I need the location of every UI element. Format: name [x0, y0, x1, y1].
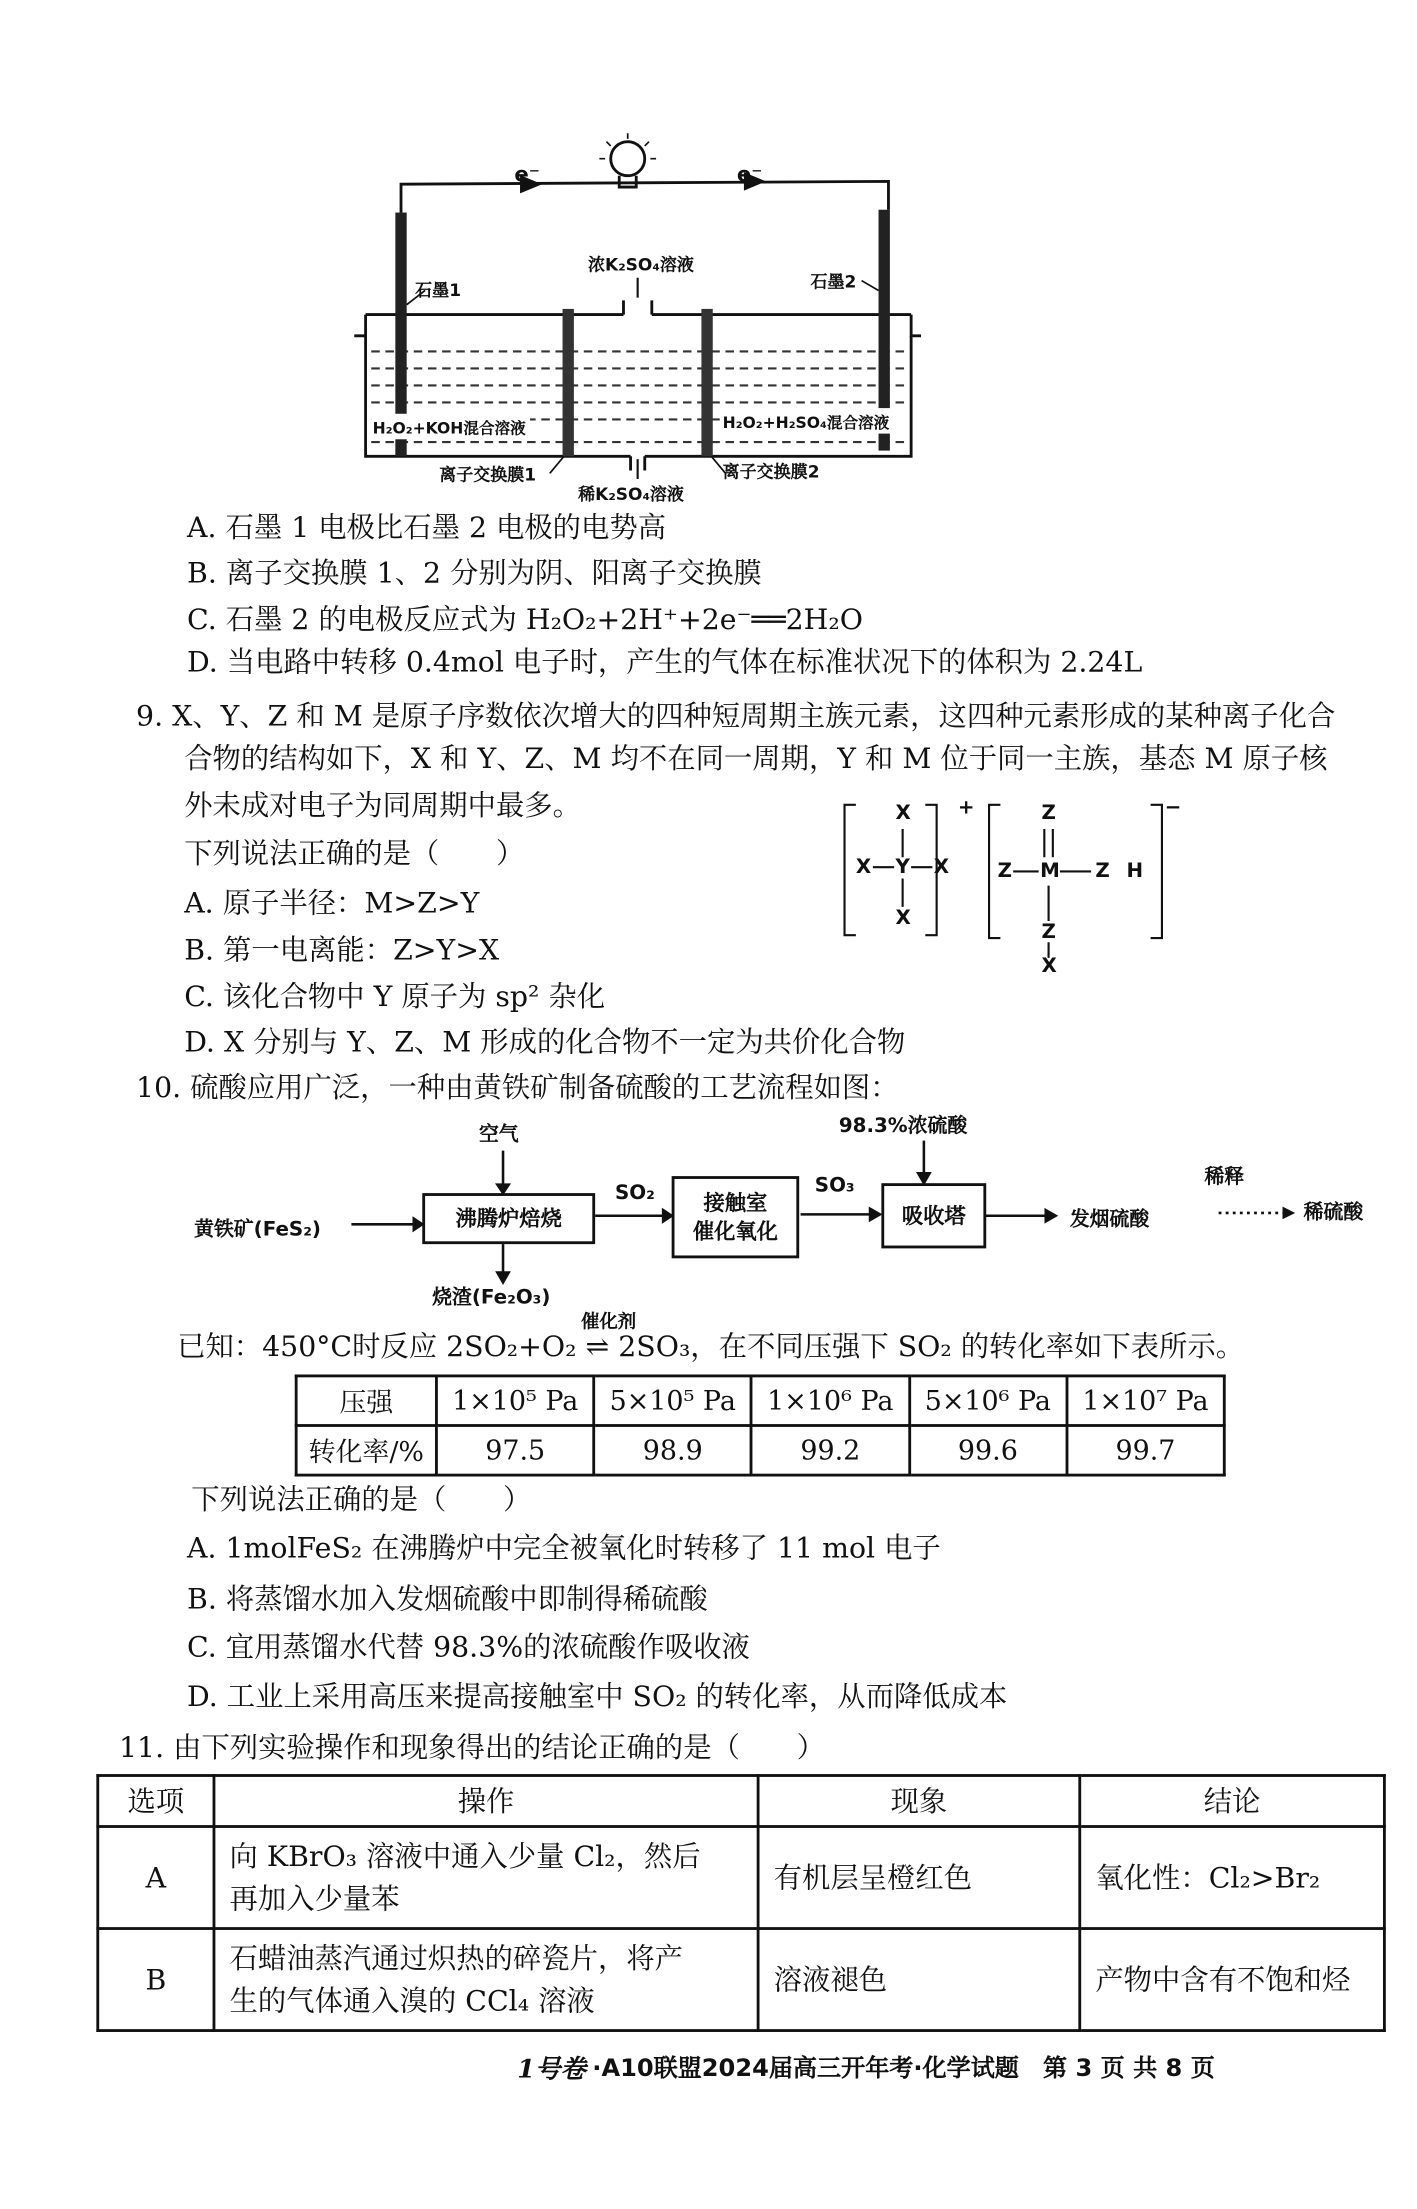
pressure-cell: 1×10⁶ Pa — [752, 1376, 910, 1426]
q10-stem: 10. 硫酸应用广泛，一种由黄铁矿制备硫酸的工艺流程如图： — [136, 1069, 899, 1104]
pressure-cell: 1×10⁷ Pa — [1067, 1376, 1225, 1426]
electron-label-right: e⁻ — [736, 161, 763, 188]
product-label: 稀硫酸 — [1303, 1201, 1364, 1225]
atom-z-top: Z — [1041, 802, 1056, 825]
atom-h: H — [1126, 860, 1144, 883]
rate-cell: 99.6 — [909, 1426, 1067, 1476]
rate-cell: 98.9 — [594, 1426, 752, 1476]
electron-label-left: e⁻ — [514, 161, 541, 188]
q8-option-c: C. 石墨 2 的电极反应式为 H₂O₂+2H⁺+2e⁻══2H₂O — [187, 602, 863, 637]
dilute-k2so4-label: 稀K₂SO₄溶液 — [578, 484, 684, 505]
table-row — [98, 1827, 1385, 1929]
q8-option-b: B. 离子交换膜 1、2 分别为阴、阳离子交换膜 — [187, 555, 762, 590]
header-operation: 操作 — [214, 1776, 758, 1827]
atom-x-bottom: X — [895, 906, 911, 930]
rate-cell: 99.2 — [752, 1426, 910, 1476]
rate-cell: 97.5 — [436, 1426, 594, 1476]
graphite2-label: 石墨2 — [810, 272, 857, 292]
q10-option-d: D. 工业上采用高压来提高接触室中 SO₂ 的转化率，从而降低成本 — [187, 1679, 1008, 1714]
operation-line: 再加入少量苯 — [229, 1881, 400, 1916]
dilute-label: 稀释 — [1204, 1166, 1245, 1189]
pressure-cell: 5×10⁵ Pa — [594, 1376, 752, 1426]
pressure-cell: 5×10⁶ Pa — [909, 1376, 1067, 1426]
header-phenomenon: 现象 — [758, 1776, 1080, 1827]
operation-cell — [214, 1827, 758, 1929]
operation-line: 向 KBrO₃ 溶液中通入少量 Cl₂，然后 — [229, 1839, 701, 1874]
q9-stem-line3: 外未成对电子为同周期中最多。 — [184, 787, 581, 822]
q9-prompt: 下列说法正确的是（ ） — [184, 836, 525, 871]
option-cell: A — [98, 1827, 214, 1929]
membrane1-label: 离子交换膜1 — [439, 464, 537, 485]
atom-x-right: X — [933, 855, 950, 879]
operation-cell — [214, 1929, 758, 2031]
phenomenon-cell: 有机层呈橙红色 — [758, 1827, 1080, 1929]
slag-label: 烧渣(Fe₂O₃) — [432, 1286, 551, 1310]
catalyst-label: 催化剂 — [580, 1312, 637, 1334]
row-header-pressure: 压强 — [296, 1376, 436, 1426]
absorption-tower-box: 吸收塔 — [881, 1183, 986, 1248]
q9-option-d: D. X 分别与 Y、Z、M 形成的化合物不一定为共价化合物 — [184, 1024, 906, 1059]
conc-k2so4-label: 浓K₂SO₄溶液 — [588, 255, 694, 275]
q10-prompt: 下列说法正确的是（ ） — [191, 1482, 532, 1517]
atom-x-top: X — [895, 802, 911, 825]
experiment-table — [96, 1774, 1385, 2032]
so2-label: SO₂ — [614, 1181, 655, 1205]
left-solution-label: H₂O₂+KOH混合溶液 — [372, 419, 526, 438]
conclusion-cell: 氧化性：Cl₂>Br₂ — [1080, 1827, 1385, 1929]
footer-logo: 1号卷 — [517, 2054, 586, 2085]
q8-option-d: D. 当电路中转移 0.4mol 电子时，产生的气体在标准状况下的体积为 2.24L — [187, 644, 1143, 679]
q10-known: 已知：450°C时反应 2SO₂+O₂ ⇌ 2SO₃，在不同压强下 SO₂ 的转化率如下表所示。 — [177, 1329, 1245, 1364]
atom-m: M — [1040, 860, 1060, 883]
q11-stem: 11. 由下列实验操作和现象得出的结论正确的是（ ） — [119, 1730, 825, 1765]
atom-x-left: X — [855, 855, 872, 879]
conversion-table — [295, 1374, 1226, 1476]
q8-option-a: A. 石墨 1 电极比石墨 2 电极的电势高 — [187, 510, 667, 545]
ore-label: 黄铁矿(FeS₂) — [194, 1218, 321, 1242]
q10-option-c: C. 宜用蒸馏水代替 98.3%的浓硫酸作吸收液 — [187, 1629, 750, 1664]
q9-stem-line2: 合物的结构如下，X 和 Y、Z、M 均不在同一周期，Y 和 M 位于同一主族，基态 M 原子核 — [184, 741, 1328, 776]
acid983-label: 98.3%浓硫酸 — [838, 1115, 968, 1138]
q9-stem-line1: 9. X、Y、Z 和 M 是原子序数依次增大的四种短周期主族元素，这四种元素形成的某种离子化合 — [136, 698, 1336, 733]
q9-option-b: B. 第一电离能：Z>Y>X — [184, 932, 500, 967]
fuming-acid-label: 发烟硫酸 — [1069, 1208, 1150, 1232]
atom-z-right: Z — [1095, 860, 1110, 883]
q9-option-c: C. 该化合物中 Y 原子为 sp² 杂化 — [184, 979, 606, 1014]
conclusion-cell: 产物中含有不饱和烃 — [1080, 1929, 1385, 2031]
contact-chamber-box — [672, 1176, 800, 1258]
option-cell: B — [98, 1929, 214, 2031]
header-option: 选项 — [98, 1776, 214, 1827]
right-solution-label: H₂O₂+H₂SO₄混合溶液 — [722, 413, 890, 433]
contact-chamber-line1: 接触室 — [703, 1190, 768, 1216]
atom-x-anion: X — [1041, 955, 1057, 978]
atom-z-bottom: Z — [1041, 921, 1056, 944]
atom-y: Y — [895, 855, 910, 879]
membrane2-label: 离子交换膜2 — [722, 461, 820, 482]
q9-option-a: A. 原子半径：M>Z>Y — [184, 885, 480, 920]
operation-line: 生的气体通入溴的 CCl₄ 溶液 — [229, 1983, 595, 2018]
cation-charge: + — [957, 796, 975, 820]
phenomenon-cell: 溶液褪色 — [758, 1929, 1080, 2031]
q10-option-a: A. 1molFeS₂ 在沸腾炉中完全被氧化时转移了 11 mol 电子 — [187, 1530, 941, 1565]
operation-line: 石蜡油蒸汽通过炽热的碎瓷片，将产 — [229, 1941, 683, 1976]
anion-charge: − — [1164, 796, 1182, 820]
contact-chamber-line2: 催化氧化 — [692, 1218, 778, 1245]
furnace-box: 沸腾炉焙烧 — [422, 1193, 595, 1244]
so3-label: SO₃ — [814, 1174, 855, 1198]
atom-z-left: Z — [997, 860, 1012, 883]
air-label: 空气 — [478, 1123, 519, 1147]
pressure-cell: 1×10⁵ Pa — [436, 1376, 594, 1426]
graphite1-label: 石墨1 — [415, 280, 462, 301]
q10-option-b: B. 将蒸馏水加入发烟硫酸中即制得稀硫酸 — [187, 1581, 708, 1616]
rate-cell: 99.7 — [1067, 1426, 1225, 1476]
table-row — [98, 1929, 1385, 2031]
row-header-rate: 转化率/% — [296, 1426, 436, 1476]
header-conclusion: 结论 — [1080, 1776, 1385, 1827]
footer-text: ·A10联盟2024届高三开年考·化学试题 第 3 页 共 8 页 — [592, 2054, 1215, 2083]
